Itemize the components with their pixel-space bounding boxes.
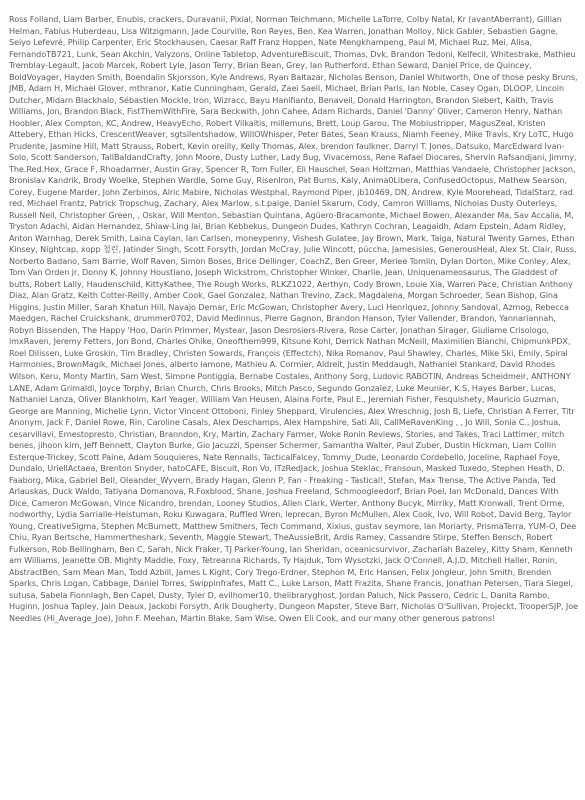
patron-credits-paragraph: Ross Folland, Liam Barber, Enubis, crackers, Duravanii, Pixial, Norman Teichmann, Michelle LaTorre, Colby Natal, Kr (avantAberrant), Gillian Helman, Fabius Huberdeau, Lisa Witzigmann, Jade Courville, Ron Reyes, Ben, Kea Warren, Jonathan Molloy, Nick Gabler, Sebastien Gagne, Seiyo Lefevré, Philip Carpenter, Eric Stockhausen, Caesar Raff Franz Hoppen, Nate Mengkhampeng, Paul M, Michael Ruz, Mei, Alisa, FernandoTB721, Lunk, Sean Akchin, Valyzons, Online Tabletop, AdventureBiscuit, Thomas, Dvk, Brandon Tedoni, Kelfecil, Whitestrake, Mathieu Tremblay-Legault, Jacob Marcek, Robert Lyle, Jason Terry, Brian Bean, Grey, Ian Rutherford, Ethan Seward, Daniel Price, de Quincey, BoldVoyager, Hayden Smith, Boendalin Skjorsson, Kyle Andrews, Ryan Baltazar, Nicholas Benson, Daniel Whitworth, One of those pesky Bruns, JMB, Adam H, Michael Glover, mthranor, Katie Cunningham, Gerald, Zaei Saeli, Michael, Brian Paris, Ian Noble, Casey Ogan, DLOOP, Lincoln Dutcher, Midarn Blackhalo, Sébastien Mockle, Iron, Wizracc, Bayu Hanifianto, Benaveil, Donald Harrington, Brandon Siebert, Kaith, Travis Williams, Jon, Brandon Black, FistThemWithFire, Sara Beckwith, John Cahee, Adam Richards, Daniel 'Danny' Oliver, Cameron Henry, Nathan Hoobler, Alex Compton, KC, Andrew, HeavyEcho, Robert Vilkaitis, millemuns, Brett, Loup Garou, The Mobiustripper, MagusZeal, Kristen Attebery, Ethan Hicks, CrescentWeaver, sgtsilentshadow, WillOWhisper, Peter Bates, Sean Krauss, Niamh Feeney, Mike Travis, Kry LoTC, Hugo Prudente, Jasmine Hill, Matt Strauss, Robert, Kevin oreilly, Kelly Thomas, Alex, brendon faulkner, Darryl T. Jones, Datsuko, MarcEdward Ivan-Solo, Scott Sanderson, TallBaldandCrafty, John Moore, Dusty Luther, Lady Bug, Vivacemoss, Rene Rafael Diocares, Shervin Rafsandjani, Jimmy, The.Red.Hex, Grace F, Rhoadarmer, Austin Gray, Spencer R, Tom Fuller, Eli Hauschel, Sean Holtzman, Matthias Vandaele, Christopher Jackson, Bronislav Kandrik, Brody Woelke, Stephen Wardle, Some Guy, RisenIron, Pat Burns, Kaly, Anima0Libera, ConfusedOctopus, Mathew Searson, Corey, Eugene Marder, John Zerbinos, Alric Mabire, Nicholas Westphal, Raymond Piper, jb10469, DN, Andrew, Kyle Moorehead, TidalStarz, rad red, Michael Frantz, Patrick Tropschug, Zachary, Alex Marlow, s.t.paige, Daniel Skarum, Cody, Camron Williams, Nicholas Dusty Outerleys, Russell Neil, Christopher Green, , Oskar, Will Menton, Sebastian Quintana, Agüero-Bracamonte, Michael Bowen, Alexander Ma, Sav Accalia, M, Tryston Adachi, Aidan Hernandez, Shiaw-Ling lai, Brian Kebbekus, Dungeon Dudes, Kathryn Cochran, Leagaidh, Adam Epstein, Adam Ridley, Anton Warnhag, Derek Smith, Laina Caylan, Ian Carlsen, moneypenny, Vishesh Gulatee, Jay Brown, Mark, Taiga, Natural Twenty Games, Ethan Kinsey, Nightcap, ẋopp 철린, Jatinder Singh, Scott Forsyth, Jordan McCray, Julie Wincott, púccha, Jamesisies, GenerousHeal, Alex St. Clair, Russ, Norberto Badano, Sam Barrie, Wolf Raven, Simon Boses, Brice Dellinger, CoachZ, Ben Greer, Meriee Tomlin, Dylan Dorton, Mike Conley, Alex, Tom Van Orden jr, Donny K, Johnny Houstiano, Joseph Wickstrom, Christopher Winker, Charlie, Jean, Uniquenameosaurus, The Gladdest of butts, Robert Lally, Haudenschild, KittyKathee, The Rough Works, RLKZ1022, Aerthyn, Cody Brown, Louie Xia, Warren Pace, Christian Anthony Diaz, Alan Gratz, Keith Cotter-Reilly, Amber Cook, Gael Gonzalez, Nathan Trevino, Zack, Magdalena, Morgan Schroeder, Sean Bishop, Gina Higgins, Justin Miller, Sarah Khatun Hill, Navajo Demar, Eric McGowan, Christopher Avery, Luci Henriquez, Johnny Sandoval, Azmog, Rebecca Maedgen, Rachel Cruickshank, drummer0702, David Medinnus, Pierre Gagnon, Brandon Hanson, Tyler Vallender, Brandon, Yannariannah, Robyn Bissenden, The Happy 'Hoo, Darin Primmer, Mystear, Jason Desrosiers-Rivera, Rose Carter, Jonathan Sirager, Giuliame Crisologo, imxRaven, Jeremy Fetters, Jon Bond, Charles Ohike, Oneofthem999, Kitsune Kohl, Derrick Nathan McNeill, Maximilien Bianchi, ChipmunkPDX, Roel Dilissen, Luke Groskin, Tim Bradley, Christen Sowards, François (Effectch), Nika Romanov, Paul Shawley, Charles, Mike Ski, Emily, Spiral Harmonies, BrownMagik, Michael Jones, alberto iamone, Mathieu A. Cormier, Aldreit, Justin Meddaugh, Nathaniel Stankard, David Rhodes Wilson, Keru, Monty Martin, Sam West, Simone Pontiggia, Bernabe Costales, Anthony Sorg, Ludovic RABOTIN, Andreas Scheidmeir, ANTHONY LANE, Adam Grimaldi, Joyce Torphy, Brian Church, Chris Brooks, Mitch Pasco, Segundo Gonzalez, Luke Meunier, K.S, Hayes Barber, Lucas, Nathaniel Lanza, Oliver Blankholm, Karl Yeager, William Van Heusen, Alaina Forte, Paul E., Jeremiah Fisher, Fesquishety, Mauricio Guzman, George are Manning, Michelle Lynn, Victor Vincent Ottoboni, Finley Sheppard, Virulencies, Alex Wreschnig, Josh B, Liefe, Christian A Ferrer, Titr Anonym, Jack F, Daniel Rowe, Rin, Caroline Casals, Alex Deschamps, Alex Hampshire, Sati Ali, CallMeRavenKing , , Jo Will, Sonia C., Joshua, cesarvillavi, Ernestopresto, Christian, Branndon, Kry, Martin, Zachary Farmer, Woke Ronin Reviews, Stories, and Takes, Traci Lattimer, mitch benes, jihoon kim, Jeff Bennett, Clayton Burke, Gio Jacuzzi, Spenser Schermer, Samantha Walter, Paul Zuber, Dustin Hickman, Liam Collin Esterque-Trickey, Scott Paine, Adam Souquieres, Nate Rennalls, TacticalFalcey, Tommy_Dude, Leonardo Cordebello, Joceline, Raphael Foye, Dundalo, UriellActaea, Brenton Snyder, hatoCAFE, Biscuit, Ron Vo, iTzRedJack, Joshua Steklac, Fransoun, Masked Tuxedo, Stephen Heath, D. Faaborg, Mika, Gabriel Bell, Oleander_Wyvern, Brady Hagan, Glenn P, Fan - Freaking - Tastical!, Stefan, Max Trense, The Active Panda, Ted Arlauskas, Duck Waldo, Tatiyana Domanova, R.Foxblood, Shane, Joshua Freeland, Schmoogleedorf, Brian Poel, Ian McDonald, Dances With Dice, Cameron McGowan, Vince Nicandro, brendan, Looney Studios, Allen Clark, Werter, Anthony Bucyk, Mirriky, Matt Kronwall, Trent Orme, nodworthy, Lydia Sarrialle-Heistuman, Roku Kuwagara, Ruffled Wren, leprecan, Byron McMullen, Alex Cook, Ivo, Will Robot, David Berg, Taylor Young, CreativeSigma, Stephen McBurnett, Matthew Smithers, Tech Command, Xixius, gustav seymore, Ian Moriarty, PrismaTerra, YUM-O, Dee Chiu, Ryan Bertsche, Hammertheshark, Seventh, Maggie Stewart, TheAussieBrit, Ardis Ramey, Cassandre Stirpe, Steffen Bensch, Robert Fulkerson, Rob Bellingham, Ben C, Sarah, Nick Fraker, TJ Parker-Young, Ian Sheridan, oceanicsurvivor, Zachariah Bazeley, Kitty Sham, Kenneth am Williams, Jeanette OB, Mighty Maddie, Foxy, Tetreanna Richards, Ty Hajduk, Tom Wysotzki, Jack O'Connell, A.J.D, Mitchell Haller, Ronin, AbstractBen, Sam Mean Man, Todd Azbill, James L Kight, Cory Trego-Erdner, Stephon M, Eric Hansen, Felix Jongleur, John Smith, Brenden Sparks, Chris Logan, Cabbage, Daniel Torres, Swippinfrafes, Matt C., Luke Larson, Matt Frazita, Shane Francis, Jonathan Petersen, Tiara Siegel, sutusa, Sabela Fionnlagh, Ben Capel, Dusty, Tyler D, evilhomer10, thelibraryghost, Jordan Paluch, Nick Passero, Cedric L, Danita Rambo, Huginn, Joshua Tapley, Jain Deaux, Jackobi Forsyth, Arik Dougherty, Dungeon Mapster, Steve Barr, Nicholas O'Sullivan, Projeckt, TrooperSJP, Joe Needles (Hi_Average_Joe), John F. Meehan, Martin Blake, Sam Wise, Owen Eli Cook, and our many other generous patrons! [9, 14, 579, 623]
